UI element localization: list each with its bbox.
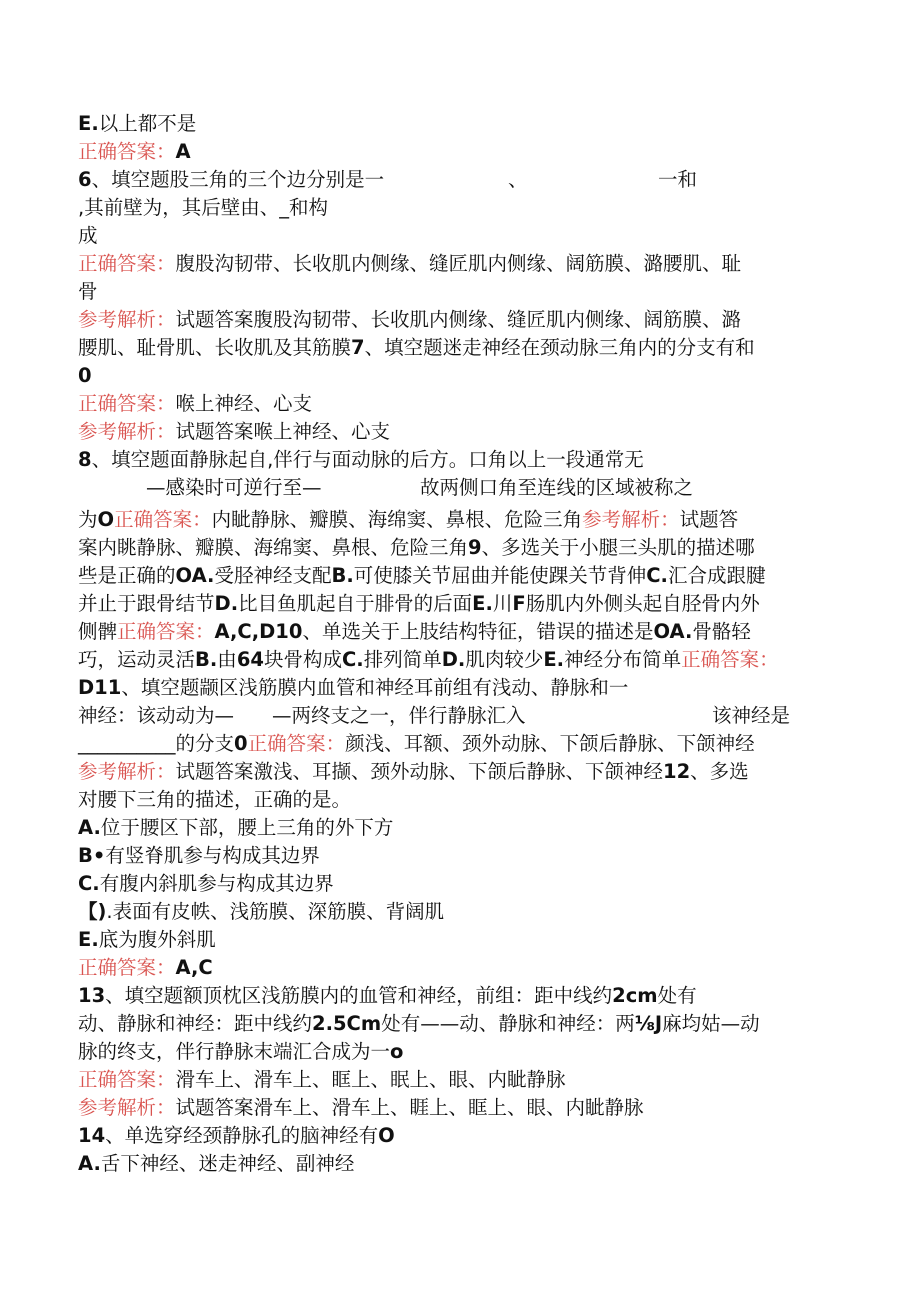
text-segment: 动、静脉和神经：距中线约: [78, 1012, 313, 1035]
text-segment: 14: [78, 1124, 106, 1147]
text-line: [78, 758, 749, 786]
text-line: [78, 702, 791, 730]
text-segment: 巧，运动灵活: [78, 648, 196, 671]
text-segment: 2.5Cm: [312, 1012, 382, 1035]
text-line: [78, 1038, 403, 1066]
text-segment: 该神经是: [712, 704, 791, 727]
text-segment: O: [378, 1124, 395, 1147]
text-segment: 位于腰区下部，腰上三角的外下方: [100, 816, 394, 839]
text-segment: D.: [214, 592, 239, 615]
text-segment: D11: [78, 676, 122, 699]
text-segment: 、填空题面静脉起自,伴行与面动脉的后方。口角以上一段通常无: [91, 448, 644, 471]
text-line: [78, 1150, 354, 1178]
text-segment: E.: [78, 112, 99, 135]
text-segment: B.: [331, 564, 354, 587]
text-line: [78, 646, 779, 674]
text-segment: OA.: [175, 564, 215, 587]
text-segment: 、填空题股三角的三个边分别是一: [91, 168, 385, 191]
text-segment: 7: [351, 336, 365, 359]
text-line: [78, 506, 738, 534]
text-segment: 、单选穿经颈静脉孔的脑神经有: [105, 1124, 379, 1147]
text-segment: —感染时可逆行至—: [146, 476, 322, 499]
text-segment: C.: [341, 648, 364, 671]
text-line: [78, 446, 644, 474]
answer-label: 参考解析：: [582, 508, 680, 531]
text-segment: 内眦静脉、瓣膜、海绵窦、鼻根、危险三角: [211, 508, 583, 531]
answer-label: 正确答案：: [78, 252, 176, 275]
text-segment: 块骨构成: [263, 648, 342, 671]
text-line: [78, 1094, 644, 1122]
text-segment: F: [512, 592, 526, 615]
text-line: [78, 590, 760, 618]
text-line: [78, 110, 196, 138]
text-segment: 汇合成跟腱: [667, 564, 766, 587]
text-segment: 颜浅、耳额、颈外动脉、下颌后静脉、下颌神经: [345, 732, 755, 755]
text-segment: C.: [646, 564, 668, 587]
text-segment: 排列简单: [363, 648, 442, 671]
text-segment: C.: [78, 872, 100, 895]
text-segment: A,C,D10: [214, 620, 303, 643]
text-segment: 8: [78, 448, 92, 471]
text-segment: __________: [78, 732, 176, 755]
text-line: [78, 674, 628, 702]
text-segment: 、多选: [690, 760, 749, 783]
text-line: [78, 362, 92, 390]
text-line: [78, 138, 191, 166]
text-segment: 有腹内斜肌参与构成其边界: [99, 872, 334, 895]
text-segment: E.: [472, 592, 493, 615]
text-segment: 麻均姑—动: [662, 1012, 760, 1035]
text-segment: 底为腹外斜肌: [98, 928, 216, 951]
text-line: [78, 618, 751, 646]
text-segment: 一和: [658, 168, 698, 191]
text-line: [78, 786, 351, 814]
text-line: [78, 1010, 760, 1038]
text-segment: E.: [543, 648, 565, 671]
text-segment: 腹股沟韧带、长收肌内侧缘、缝匠肌内侧缘、阔筋膜、潞腰肌、耻: [175, 252, 742, 275]
text-segment: 试题答案喉上神经、心支: [175, 420, 391, 443]
text-segment: 受胫神经支配: [214, 564, 332, 587]
text-segment: A: [175, 140, 191, 163]
text-segment: 试题答案腹股沟韧带、长收肌内侧缘、缝匠肌内侧缘、阔筋膜、潞: [175, 308, 742, 331]
text-line: [78, 982, 697, 1010]
text-segment: 故两侧口角至连线的区域被称之: [420, 476, 694, 499]
answer-label: 参考解析：: [78, 308, 176, 331]
text-line: [78, 194, 328, 222]
text-segment: 64: [236, 648, 264, 671]
text-line: [78, 534, 755, 562]
text-line: [78, 926, 216, 954]
answer-label: 正确答案：: [247, 732, 346, 755]
text-line: [78, 334, 755, 362]
text-segment: 【): [78, 900, 107, 923]
answer-label: 正确答案：: [78, 140, 176, 163]
text-segment: 6: [78, 168, 92, 191]
text-segment: 0: [78, 364, 92, 387]
text-segment: 13: [78, 984, 106, 1007]
answer-label: 正确答案：: [78, 392, 176, 415]
text-segment: 喉上神经、心支: [175, 392, 313, 415]
text-line: [78, 954, 213, 982]
text-segment: OA.: [653, 620, 693, 643]
text-line: [78, 1122, 395, 1150]
answer-label: 正确答案：: [681, 648, 779, 671]
answer-label: 正确答案：: [117, 620, 215, 643]
answer-label: 正确答案：: [78, 956, 176, 979]
text-line: [78, 418, 390, 446]
text-segment: 、填空题额顶枕区浅筋膜内的血管和神经，前组：距中线约: [105, 984, 613, 1007]
text-segment: 由: [217, 648, 237, 671]
text-line: [78, 842, 320, 870]
text-segment: 0: [234, 732, 248, 755]
text-segment: 2cm: [612, 984, 658, 1007]
text-line: [78, 898, 444, 926]
text-segment: D.: [441, 648, 466, 671]
text-segment: 神经：该动动为—: [78, 704, 235, 727]
text-segment: 神经分布简单: [564, 648, 682, 671]
text-line: [78, 870, 334, 898]
text-segment: 案内眺静脉、瓣膜、海绵窦、鼻根、危险三角: [78, 536, 469, 559]
text-segment: O: [97, 508, 115, 531]
text-line: [78, 1066, 566, 1094]
text-segment: B•: [78, 844, 106, 867]
text-line: [78, 306, 741, 334]
answer-label: 正确答案：: [78, 1068, 176, 1091]
text-segment: 成: [78, 224, 98, 247]
text-line: [78, 814, 393, 842]
text-line: [78, 730, 755, 758]
text-segment: 对腰下三角的描述，正确的是。: [78, 788, 352, 811]
text-segment: 些是正确的: [78, 564, 176, 587]
text-segment: 并止于跟骨结节: [78, 592, 215, 615]
text-segment: 有竖脊肌参与构成其边界: [105, 844, 320, 867]
text-segment: 滑车上、滑车上、眶上、眠上、眼、内眦静脉: [175, 1068, 566, 1091]
text-segment: o: [390, 1040, 404, 1063]
text-segment: 、单选关于上肢结构特征，错误的描述是: [302, 620, 654, 643]
text-segment: 侧髀: [78, 620, 118, 643]
text-segment: 、填空题颛区浅筋膜内血管和神经耳前组有浅动、静脉和一: [121, 676, 629, 699]
text-segment: ⅛J: [634, 1012, 663, 1035]
text-segment: A,C: [175, 956, 213, 979]
text-segment: 腰肌、耻骨肌、长收肌及其筋膜: [78, 336, 352, 359]
text-segment: 为: [78, 508, 98, 531]
text-segment: 的分支: [175, 732, 235, 755]
text-segment: —两终支之一，伴行静脉汇入: [272, 704, 526, 727]
text-segment: 、填空题迷走神经在颈动脉三角内的分支有和: [364, 336, 755, 359]
text-segment: 9: [468, 536, 482, 559]
answer-label: 正确答案：: [114, 508, 212, 531]
text-segment: 、多选关于小腿三头肌的描述哪: [481, 536, 755, 559]
text-segment: 比目鱼肌起自于腓骨的后面: [238, 592, 473, 615]
text-segment: 、: [508, 168, 528, 191]
text-segment: 处有——动、静脉和神经：两: [381, 1012, 635, 1035]
text-segment: 川: [492, 592, 513, 615]
text-line: [78, 222, 98, 250]
text-segment: .表面有皮帙、浅筋膜、深筋膜、背阔肌: [106, 900, 445, 923]
text-segment: 以上都不是: [98, 112, 197, 135]
text-segment: 肠肌内外侧头起自胫骨内外: [525, 592, 760, 615]
text-line: [78, 390, 312, 418]
text-segment: 骨骼轻: [692, 620, 751, 643]
text-segment: 舌下神经、迷走神经、副神经: [100, 1152, 355, 1175]
text-segment: 处有: [657, 984, 697, 1007]
text-segment: 试题答案激浅、耳撷、颈外动脉、下颌后静脉、下颌神经: [175, 760, 664, 783]
answer-label: 参考解析：: [78, 420, 176, 443]
answer-label: 参考解析：: [78, 1096, 176, 1119]
text-line: [78, 562, 765, 590]
text-segment: B.: [195, 648, 218, 671]
text-line: [78, 278, 98, 306]
text-segment: ,其前壁为，其后壁由、_和构: [78, 196, 328, 219]
answer-label: 参考解析：: [78, 760, 176, 783]
text-segment: 12: [663, 760, 691, 783]
text-segment: 试题答案滑车上、滑车上、睚上、眶上、眼、内眦静脉: [175, 1096, 644, 1119]
text-segment: 试题答: [679, 508, 739, 531]
text-segment: A.: [78, 816, 101, 839]
text-line: [78, 166, 698, 194]
text-segment: 肌肉较少: [465, 648, 544, 671]
text-segment: 可使膝关节屈曲并能使踝关节背伸: [353, 564, 647, 587]
text-segment: A.: [78, 1152, 101, 1175]
text-segment: 脉的终支，伴行静脉末端汇合成为一: [78, 1040, 391, 1063]
text-segment: 骨: [78, 280, 98, 303]
text-segment: E.: [78, 928, 99, 951]
text-line: [78, 250, 741, 278]
